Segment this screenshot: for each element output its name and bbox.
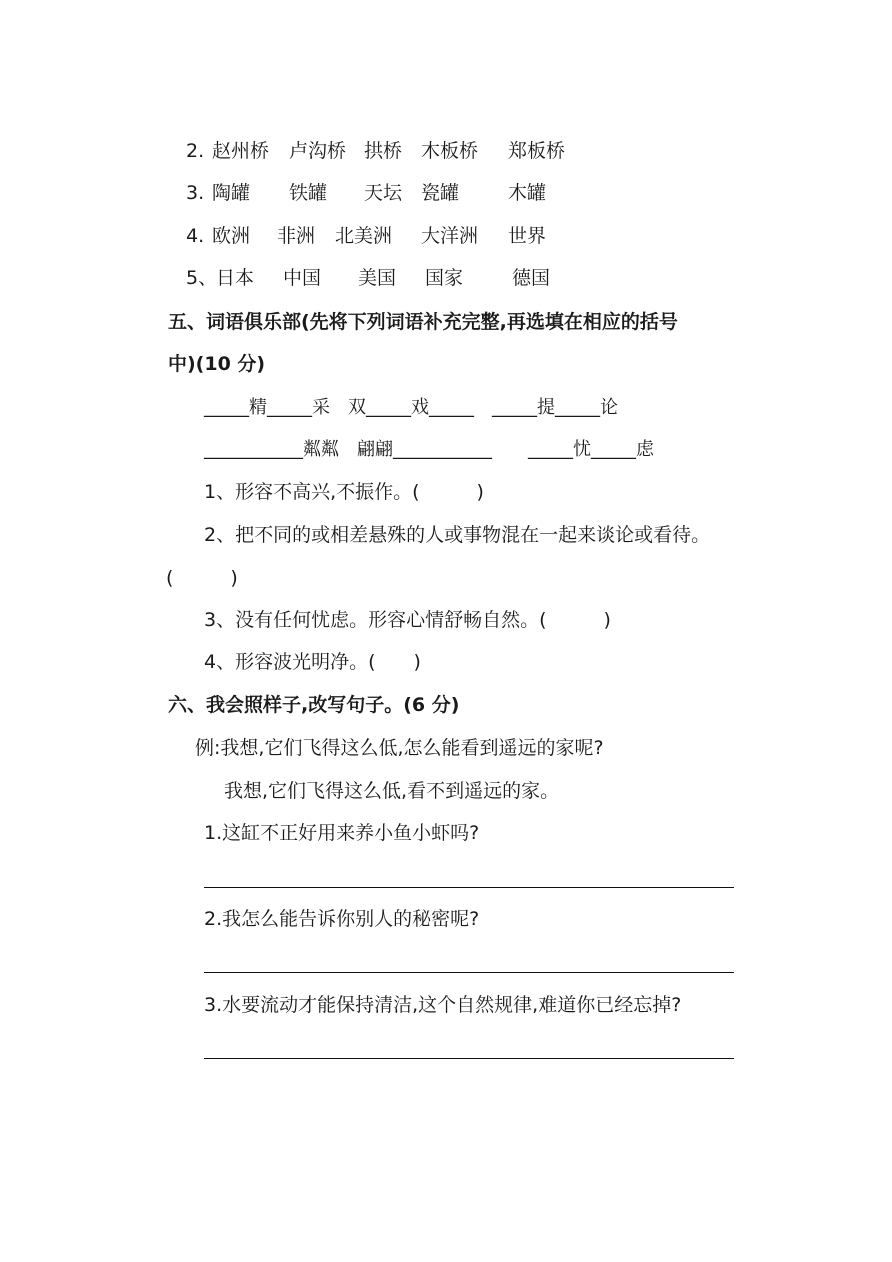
word: 国家 xyxy=(425,267,464,289)
word: 木板桥 xyxy=(421,140,479,162)
word: 卢沟桥 xyxy=(289,140,347,162)
word-row-4 xyxy=(186,224,547,248)
section6-heading: 六、我会照样子,改写句子。(6 分) xyxy=(168,694,460,716)
example-sentence: 例:我想,它们飞得这么低,怎么能看到遥远的家呢? xyxy=(195,737,604,759)
example-rewrite: 我想,它们飞得这么低,看不到遥远的家。 xyxy=(224,780,560,802)
word: 中国 xyxy=(283,267,322,289)
section5-heading-line1: 五、词语俱乐部(先将下列词语补充完整,再选填在相应的括号 xyxy=(168,311,678,333)
word: 大洋洲 xyxy=(421,225,479,247)
word: 美国 xyxy=(358,267,397,289)
word-row-3 xyxy=(186,181,547,205)
word: 木罐 xyxy=(508,182,547,204)
word: 铁罐 xyxy=(289,182,328,204)
answer-line-1[interactable] xyxy=(204,887,734,888)
rewrite-question-2: 2.我怎么能告诉你别人的秘密呢? xyxy=(204,908,480,930)
word-row-5 xyxy=(186,266,551,290)
word: 日本 xyxy=(216,267,255,289)
definition-question-4: 4、形容波光明净。( ) xyxy=(204,651,421,673)
definition-question-1: 1、形容不高兴,不振作。( ) xyxy=(204,481,484,503)
rewrite-question-1: 1.这缸不正好用来养小鱼小虾吗? xyxy=(204,822,480,844)
definition-question-3: 3、没有任何忧虑。形容心情舒畅自然。( ) xyxy=(204,609,611,631)
word: 北美洲 xyxy=(335,225,393,247)
word: 天坛 xyxy=(364,182,403,204)
section5-heading-line2: 中)(10 分) xyxy=(168,353,266,375)
row-number: 5、 xyxy=(186,267,218,289)
definition-question-2-line1: 2、把不同的或相差悬殊的人或事物混在一起来谈论或看待。 xyxy=(204,524,711,546)
word: 非洲 xyxy=(277,225,316,247)
word: 德国 xyxy=(512,267,551,289)
word: 世界 xyxy=(508,225,547,247)
fill-in-row-2: ___________粼粼 翩翩___________ _____忧_____虑 xyxy=(204,439,654,460)
word: 赵州桥 xyxy=(212,140,270,162)
word-row-2 xyxy=(186,139,566,163)
row-number: 4. xyxy=(186,225,205,247)
rewrite-question-3: 3.水要流动才能保持清洁,这个自然规律,难道你已经忘掉? xyxy=(204,994,682,1016)
word: 瓷罐 xyxy=(421,182,460,204)
definition-question-2-line2: ( ) xyxy=(166,567,238,589)
row-number: 3. xyxy=(186,182,205,204)
row-number: 2. xyxy=(186,140,205,162)
answer-line-2[interactable] xyxy=(204,972,734,973)
answer-line-3[interactable] xyxy=(204,1058,734,1059)
word: 陶罐 xyxy=(212,182,251,204)
fill-in-row-1: _____精_____采 双_____戏_____ _____提_____论 xyxy=(204,397,618,418)
word: 郑板桥 xyxy=(508,140,566,162)
word: 拱桥 xyxy=(364,140,403,162)
word: 欧洲 xyxy=(212,225,251,247)
